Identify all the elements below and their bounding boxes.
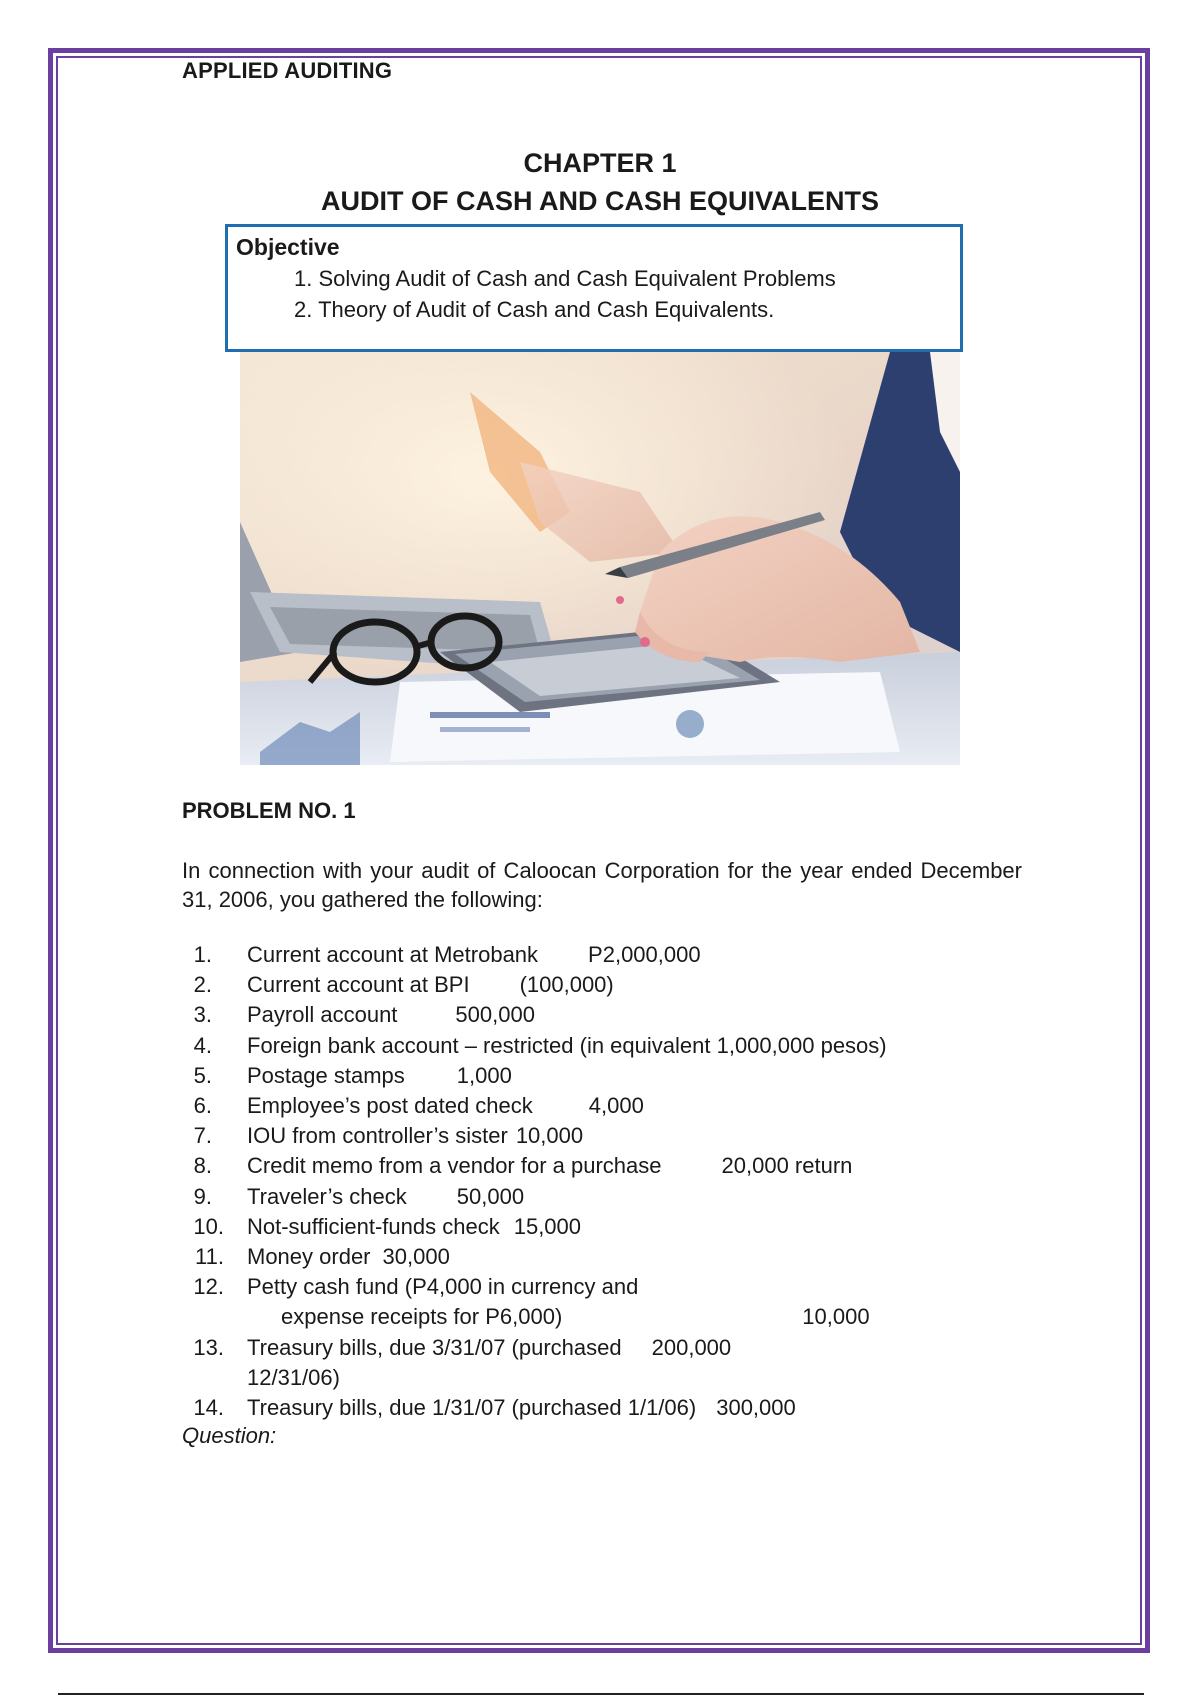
list-item	[182, 940, 1042, 970]
chapter-title: CHAPTER 1	[523, 148, 677, 178]
item-number: 10.	[193, 1213, 224, 1239]
item-number: 2.	[193, 972, 212, 998]
course-header: APPLIED AUDITING	[182, 58, 393, 83]
list-item	[182, 1031, 1042, 1061]
item-number: 5.	[193, 1062, 212, 1088]
item-label: Employee’s post dated check	[247, 1093, 533, 1119]
item-value: 20,000 return	[721, 1153, 853, 1179]
item-label: Money order	[247, 1244, 371, 1270]
problem-heading: PROBLEM NO. 1	[182, 798, 356, 823]
objective-box	[225, 224, 963, 352]
list-item	[182, 1000, 1042, 1030]
item-value: (100,000)	[519, 972, 614, 998]
problem-items-list	[182, 940, 1042, 1423]
item-label: Current account at BPI	[247, 972, 470, 998]
item-label: IOU from controller’s sister	[247, 1123, 508, 1149]
item-label: Treasury bills, due 3/31/07 (purchased	[247, 1334, 622, 1360]
chapter-subtitle: AUDIT OF CASH AND CASH EQUIVALENTS	[320, 186, 879, 216]
list-item	[182, 1272, 1042, 1302]
item-number: 14.	[193, 1395, 224, 1421]
item-label: Postage stamps	[247, 1062, 405, 1088]
item-number: 7.	[193, 1123, 212, 1149]
item-value: 4,000	[588, 1093, 644, 1119]
item-value: 50,000	[456, 1183, 525, 1209]
item-number: 8.	[193, 1153, 212, 1179]
item-value: 200,000	[651, 1334, 732, 1360]
list-item	[182, 1091, 1042, 1121]
item-number: 12.	[193, 1274, 224, 1300]
list-item-continuation	[182, 1363, 1042, 1393]
item-value: 1,000	[456, 1062, 512, 1088]
item-value: 300,000	[716, 1395, 796, 1421]
item-label: Traveler’s check	[247, 1183, 407, 1209]
objective-item: 2. Theory of Audit of Cash and Cash Equivalents.	[294, 297, 775, 322]
problem-intro: In connection with your audit of Caloocan Corporation for the year ended December 31, 2006, you gathered the following:	[182, 858, 1022, 912]
item-label: Credit memo from a vendor for a purchase	[247, 1153, 662, 1179]
item-value: 30,000	[382, 1244, 450, 1270]
item-value: 10,000	[802, 1304, 870, 1330]
item-number: 1.	[193, 942, 212, 967]
item-number: 3.	[193, 1002, 212, 1028]
list-item	[182, 1182, 1042, 1212]
list-item	[182, 1393, 1042, 1423]
list-item	[182, 1121, 1042, 1151]
item-value: 500,000	[455, 1002, 535, 1028]
item-number: 11.	[195, 1244, 224, 1270]
list-item	[182, 1061, 1042, 1091]
list-item	[182, 1151, 1042, 1181]
list-item	[182, 1242, 1042, 1272]
item-label: Treasury bills, due 1/31/07 (purchased 1/1/06)	[247, 1395, 697, 1421]
item-number: 13.	[193, 1334, 224, 1360]
objective-heading: Objective	[236, 234, 340, 260]
item-label: Current account at Metrobank	[247, 942, 539, 967]
item-label: Not-sufficient-funds check	[247, 1213, 500, 1239]
item-value: P2,000,000	[588, 942, 701, 967]
item-value: 10,000	[515, 1123, 584, 1149]
item-number: 4.	[193, 1032, 212, 1058]
list-item	[182, 970, 1042, 1000]
item-label-continued: expense receipts for P6,000)	[281, 1304, 563, 1330]
list-item	[182, 1333, 1042, 1363]
item-label: Payroll account	[247, 1002, 398, 1028]
list-item-continuation	[182, 1302, 1042, 1332]
item-label-continued: 12/31/06)	[247, 1364, 340, 1390]
item-label: Foreign bank account – restricted (in equivalent 1,000,000 pesos)	[247, 1032, 887, 1058]
photo-illustration	[240, 352, 960, 765]
list-item	[182, 1212, 1042, 1242]
footer-rule	[58, 1693, 1144, 1695]
objective-item: 1. Solving Audit of Cash and Cash Equivalent Problems	[294, 266, 836, 291]
photo-hand-calculator	[240, 352, 960, 765]
item-number: 6.	[193, 1093, 212, 1119]
item-label: Petty cash fund (P4,000 in currency and	[247, 1274, 639, 1300]
item-value: 15,000	[513, 1213, 582, 1239]
item-number: 9.	[193, 1183, 212, 1209]
question-label: Question:	[182, 1423, 277, 1448]
objective-list	[294, 263, 836, 325]
